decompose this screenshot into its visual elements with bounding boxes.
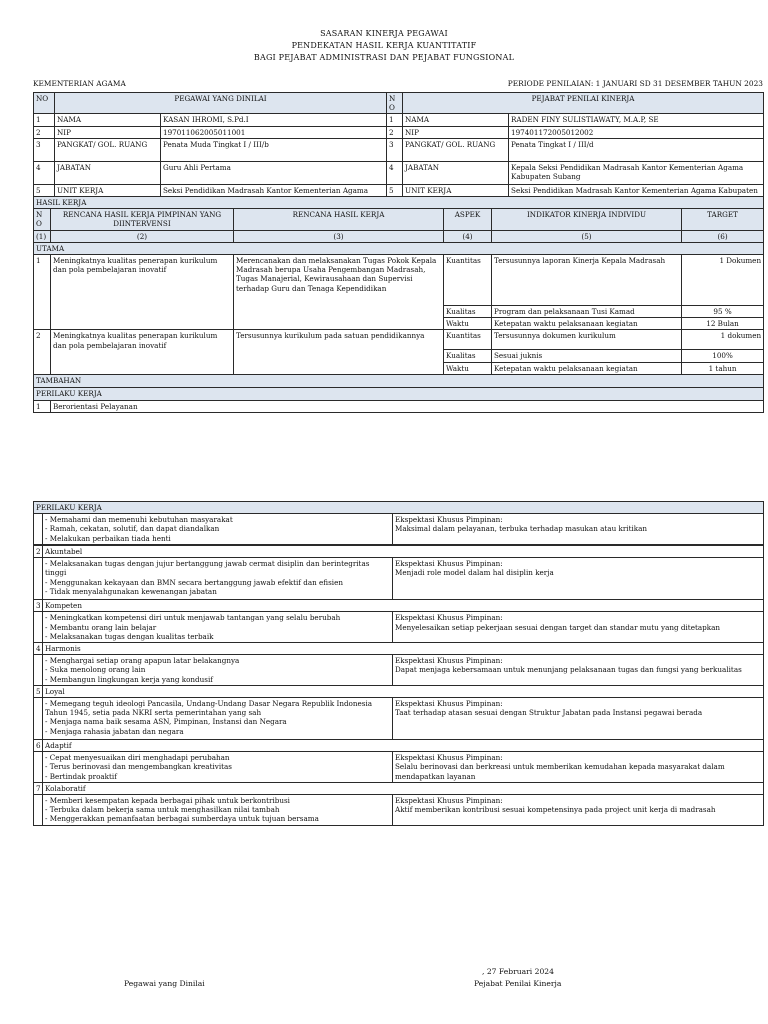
pegawai-jabatan: Guru Ahli Pertama bbox=[161, 161, 387, 184]
perilaku-section-title: PERILAKU KERJA bbox=[34, 502, 764, 514]
perilaku-items bbox=[43, 795, 393, 826]
item-target: 1 tahun bbox=[682, 362, 764, 374]
item-target: 12 Bulan bbox=[682, 318, 764, 330]
expect-label: Ekspektasi Khusus Pimpinan: bbox=[395, 656, 503, 666]
list-item: - Terus berinovasi dan mengembangkan kreativitas bbox=[45, 762, 232, 772]
perilaku-spacer bbox=[34, 612, 43, 643]
perilaku-detail-row bbox=[34, 612, 764, 643]
col-header-target: TARGET bbox=[682, 209, 764, 230]
row-label: PANGKAT/ GOL. RUANG bbox=[403, 138, 509, 161]
penilai-nip: 197401172005012002 bbox=[509, 126, 764, 138]
pegawai-pangkat: Penata Muda Tingkat I / III/b bbox=[161, 138, 387, 161]
list-item: - Bertindak proaktif bbox=[45, 771, 117, 781]
perilaku-group-title-row bbox=[34, 740, 764, 752]
expect-label: Ekspektasi Khusus Pimpinan: bbox=[395, 515, 503, 525]
col-header-rhk-pimpinan: RENCANA HASIL KERJA PIMPINAN YANG DIINTERVENSI bbox=[51, 209, 234, 230]
col-header-no: NO bbox=[34, 209, 51, 230]
expect-label: Ekspektasi Khusus Pimpinan: bbox=[395, 699, 503, 709]
list-item: - Melakukan perbaikan tiada henti bbox=[45, 533, 171, 543]
pejabat-penilai-header: PEJABAT PENILAI KINERJA bbox=[403, 93, 764, 114]
row-label: NAMA bbox=[55, 114, 161, 126]
tambahan-row bbox=[34, 374, 764, 387]
perilaku-first-row bbox=[34, 400, 764, 412]
list-item: - Tidak menyalahgunakan kewenangan jabatan bbox=[45, 586, 217, 596]
col-num: (3) bbox=[234, 230, 444, 242]
row-label: JABATAN bbox=[403, 161, 509, 184]
perilaku-spacer bbox=[34, 795, 43, 826]
signature-penilai: Pejabat Penilai Kinerja bbox=[474, 979, 562, 988]
perilaku-group-title-row bbox=[34, 782, 764, 794]
item-target: 1 Dokumen bbox=[682, 255, 764, 306]
item-pimpinan: Meningkatnya kualitas penerapan kurikulum dan pola pembelajaran inovatif bbox=[51, 255, 234, 330]
perilaku-spacer bbox=[34, 514, 43, 545]
row-label: PANGKAT/ GOL. RUANG bbox=[55, 138, 161, 161]
list-item: - Meningkatkan kompetensi diri untuk menjawab tantangan yang selalu berubah bbox=[45, 613, 341, 623]
pegawai-dinilai-header: PEGAWAI YANG DINILAI bbox=[55, 93, 387, 114]
list-item: - Membantu orang lain belajar bbox=[45, 622, 157, 632]
col-header-rhk: RENCANA HASIL KERJA bbox=[234, 209, 444, 230]
expect-text: Maksimal dalam pelayanan, terbuka terhadap masukan atau kritikan bbox=[395, 524, 648, 534]
list-item: - Suka menolong orang lain bbox=[45, 665, 146, 675]
pegawai-row bbox=[34, 138, 764, 161]
col-header-aspek: ASPEK bbox=[444, 209, 492, 230]
perilaku-no: 1 bbox=[34, 400, 51, 412]
row-no: 1 bbox=[387, 114, 403, 126]
doc-title-line1: SASARAN KINERJA PEGAWAI bbox=[320, 29, 448, 38]
perilaku-expect bbox=[393, 612, 764, 643]
col-num: (5) bbox=[492, 230, 682, 242]
perilaku-expect bbox=[393, 795, 764, 826]
perilaku-detail-row bbox=[34, 655, 764, 686]
perilaku-items bbox=[43, 752, 393, 783]
perilaku-title: Kolaboratif bbox=[43, 782, 764, 794]
expect-text: Dapat menjaga kebersamaan untuk menunjang pelaksanaan tugas dan fungsi yang berkualitas bbox=[395, 665, 742, 675]
perilaku-items bbox=[43, 655, 393, 686]
hasil-kerja-table bbox=[33, 196, 764, 413]
expect-label: Ekspektasi Khusus Pimpinan: bbox=[395, 796, 503, 806]
item-rhk: Tersusunnya kurikulum pada satuan pendidikannya bbox=[234, 330, 444, 374]
perilaku-spacer bbox=[34, 752, 43, 783]
item-no: 1 bbox=[34, 255, 51, 330]
item-target: 1 dokumen bbox=[682, 330, 764, 350]
pegawai-nip: 197011062005011001 bbox=[161, 126, 387, 138]
list-item: - Menggerakkan pemanfaatan berbagai sumberdaya untuk tujuan bersama bbox=[45, 814, 319, 824]
item-indikator: Ketepatan waktu pelaksanaan kegiatan bbox=[492, 362, 682, 374]
perilaku-detail-row bbox=[34, 752, 764, 783]
perilaku-groups-table bbox=[33, 545, 764, 826]
perilaku-group-title-row bbox=[34, 600, 764, 612]
col-num: (6) bbox=[682, 230, 764, 242]
row-no: 4 bbox=[387, 161, 403, 184]
row-no: 1 bbox=[34, 114, 55, 126]
row-no: 2 bbox=[34, 126, 55, 138]
expect-text: Aktif memberikan kontribusi sesuai kompetensinya pada project unit kerja di madrasah bbox=[395, 805, 716, 815]
perilaku-no: 4 bbox=[34, 643, 43, 655]
penilai-pangkat: Penata Tingkat I / III/d bbox=[509, 138, 764, 161]
perilaku-detail-row bbox=[34, 558, 764, 600]
item-aspek: Kuantitas bbox=[444, 255, 492, 306]
perilaku-spacer bbox=[34, 558, 43, 600]
signature-date: , 27 Februari 2024 bbox=[482, 967, 554, 976]
item-pimpinan: Meningkatnya kualitas penerapan kurikulum dan pola pembelajaran inovatif bbox=[51, 330, 234, 374]
expect-text: Menyelesaikan setiap pekerjaan sesuai dengan target dan standar mutu yang ditetapkan bbox=[395, 622, 720, 632]
list-item: - Menjaga rahasia jabatan dan negara bbox=[45, 726, 184, 736]
pegawai-row bbox=[34, 161, 764, 184]
list-item: - Memahami dan memenuhi kebutuhan masyarakat bbox=[45, 515, 233, 525]
penilai-jabatan: Kepala Seksi Pendidikan Madrasah Kantor Kementerian Agama Kabupaten Subang bbox=[509, 161, 764, 184]
perilaku-no: 2 bbox=[34, 546, 43, 558]
expect-text: Menjadi role model dalam hal disiplin kerja bbox=[395, 568, 554, 578]
col-num: (4) bbox=[444, 230, 492, 242]
pegawai-nama: KASAN IHROMI, S.Pd.I bbox=[161, 114, 387, 126]
perilaku-title: Loyal bbox=[43, 685, 764, 697]
pegawai-row bbox=[34, 114, 764, 126]
perilaku-title: Kompeten bbox=[43, 600, 764, 612]
perilaku-items bbox=[43, 698, 393, 740]
hasil-section-row bbox=[34, 197, 764, 209]
expect-text: Taat terhadap atasan sesuai dengan Struktur Jabatan pada Instansi pegawai berada bbox=[395, 708, 703, 718]
item-target: 100% bbox=[682, 350, 764, 362]
item-aspek: Kualitas bbox=[444, 306, 492, 318]
perilaku-title: Harmonis bbox=[43, 643, 764, 655]
pegawai-unit: Seksi Pendidikan Madrasah Kantor Kementerian Agama Kabupaten Subang bbox=[161, 184, 387, 207]
list-item: - Melaksanakan tugas dengan kualitas terbaik bbox=[45, 631, 214, 641]
perilaku-title: Berorientasi Pelayanan bbox=[51, 400, 764, 412]
list-item: - Terbuka dalam bekerja sama untuk menghasilkan nilai tambah bbox=[45, 805, 280, 815]
item-aspek: Waktu bbox=[444, 362, 492, 374]
periode-label: PERIODE PENILAIAN: 1 JANUARI SD 31 DESEMBER TAHUN 2023 bbox=[507, 79, 763, 88]
hasil-number-row bbox=[34, 230, 764, 242]
perilaku-items bbox=[43, 514, 393, 545]
perilaku-section-title: PERILAKU KERJA bbox=[34, 387, 764, 400]
perilaku-spacer bbox=[34, 698, 43, 740]
row-label: NAMA bbox=[403, 114, 509, 126]
perilaku-no: 3 bbox=[34, 600, 43, 612]
pegawai-row bbox=[34, 126, 764, 138]
expect-label: Ekspektasi Khusus Pimpinan: bbox=[395, 559, 503, 569]
table-row bbox=[34, 255, 764, 306]
pegawai-table bbox=[33, 92, 764, 208]
row-label: JABATAN bbox=[55, 161, 161, 184]
perilaku-spacer bbox=[34, 655, 43, 686]
list-item: - Memberi kesempatan kepada berbagai pihak untuk berkontribusi bbox=[45, 796, 290, 806]
row-no: 5 bbox=[387, 184, 403, 207]
perilaku-table bbox=[33, 501, 764, 545]
perilaku-title: Adaptif bbox=[43, 740, 764, 752]
list-item: - Membangun lingkungan kerja yang kondusif bbox=[45, 674, 213, 684]
col-num: (1) bbox=[34, 230, 51, 242]
signature-pegawai: Pegawai yang Dinilai bbox=[124, 979, 205, 988]
col-num: (2) bbox=[51, 230, 234, 242]
row-no: 5 bbox=[34, 184, 55, 207]
perilaku-detail-row bbox=[34, 698, 764, 740]
expect-label: Ekspektasi Khusus Pimpinan: bbox=[395, 613, 503, 623]
expect-text: Selalu berinovasi dan berkreasi untuk memberikan kemudahan kepada masyarakat dalam mendapatkan layanan bbox=[395, 762, 725, 781]
item-indikator: Program dan pelaksanaan Tusi Kamad bbox=[492, 306, 682, 318]
hasil-header-row bbox=[34, 209, 764, 230]
penilai-nama: RADEN FINY SULISTIAWATY, M.A.P, SE bbox=[509, 114, 764, 126]
penilai-no-header: NO bbox=[387, 93, 403, 114]
perilaku-expect bbox=[393, 752, 764, 783]
doc-title-line2: PENDEKATAN HASIL KERJA KUANTITATIF bbox=[291, 41, 477, 50]
row-no: 3 bbox=[387, 138, 403, 161]
col-header-indikator: INDIKATOR KINERJA INDIVIDU bbox=[492, 209, 682, 230]
hasil-section-title: HASIL KERJA bbox=[34, 197, 764, 209]
perilaku-expect bbox=[393, 558, 764, 600]
item-indikator: Sesuai juknis bbox=[492, 350, 682, 362]
list-item: - Memegang teguh ideologi Pancasila, Undang-Undang Dasar Negara Republik Indonesia Tahun 1945, setia pada NKRI serta pemerintahan yang sah bbox=[45, 699, 373, 718]
utama-row bbox=[34, 242, 764, 254]
perilaku-group-title-row bbox=[34, 546, 764, 558]
row-label: NIP bbox=[55, 126, 161, 138]
perilaku-expect bbox=[393, 655, 764, 686]
item-aspek: Waktu bbox=[444, 318, 492, 330]
pegawai-no-header: NO bbox=[34, 93, 55, 114]
perilaku-detail-row bbox=[34, 795, 764, 826]
list-item: - Melaksanakan tugas dengan jujur bertanggung jawab cermat disiplin dan berintegritas tinggi bbox=[45, 559, 370, 578]
list-item: - Menggunakan kekayaan dan BMN secara bertanggung jawab efektif dan efisien bbox=[45, 577, 343, 587]
table-row bbox=[34, 330, 764, 350]
item-indikator: Tersusunnya laporan Kinerja Kepala Madrasah bbox=[492, 255, 682, 306]
list-item: - Cepat menyesuaikan diri menghadapi perubahan bbox=[45, 753, 230, 763]
item-aspek: Kualitas bbox=[444, 350, 492, 362]
item-target: 95 % bbox=[682, 306, 764, 318]
perilaku-items bbox=[43, 558, 393, 600]
item-indikator: Tersusunnya dokumen kurikulum bbox=[492, 330, 682, 350]
perilaku-header-row bbox=[34, 502, 764, 514]
perilaku-section-row bbox=[34, 387, 764, 400]
item-no: 2 bbox=[34, 330, 51, 374]
item-aspek: Kuantitas bbox=[444, 330, 492, 350]
instansi-label: KEMENTERIAN AGAMA bbox=[33, 79, 126, 88]
list-item: - Ramah, cekatan, solutif, dan dapat diandalkan bbox=[45, 524, 220, 534]
tambahan-label: TAMBAHAN bbox=[34, 374, 764, 387]
list-item: - Menjaga nama baik sesama ASN, Pimpinan, Instansi dan Negara bbox=[45, 717, 287, 727]
row-no: 4 bbox=[34, 161, 55, 184]
item-rhk: Merencanakan dan melaksanakan Tugas Pokok Kepala Madrasah berupa Usaha Pengembangan Madrasah, Tugas Manajerial, Kewirausahaan dan Supervisi terhadap Guru dan Tenaga Kependidikan bbox=[234, 255, 444, 330]
perilaku-group-title-row bbox=[34, 643, 764, 655]
expect-label: Ekspektasi Khusus Pimpinan: bbox=[395, 753, 503, 763]
perilaku-detail-row bbox=[34, 514, 764, 545]
perilaku-items bbox=[43, 612, 393, 643]
perilaku-no: 7 bbox=[34, 782, 43, 794]
row-no: 3 bbox=[34, 138, 55, 161]
item-indikator: Ketepatan waktu pelaksanaan kegiatan bbox=[492, 318, 682, 330]
perilaku-no: 5 bbox=[34, 685, 43, 697]
perilaku-no: 6 bbox=[34, 740, 43, 752]
row-no: 2 bbox=[387, 126, 403, 138]
row-label: UNIT KERJA bbox=[403, 184, 509, 207]
pegawai-header-row bbox=[34, 93, 764, 114]
perilaku-expect bbox=[393, 514, 764, 545]
perilaku-expect bbox=[393, 698, 764, 740]
row-label: UNIT KERJA bbox=[55, 184, 161, 207]
utama-label: UTAMA bbox=[34, 242, 764, 254]
row-label: NIP bbox=[403, 126, 509, 138]
perilaku-title: Akuntabel bbox=[43, 546, 764, 558]
doc-title-line3: BAGI PEJABAT ADMINISTRASI DAN PEJABAT FUNGSIONAL bbox=[253, 53, 515, 62]
list-item: - Menghargai setiap orang apapun latar belakangnya bbox=[45, 656, 240, 666]
penilai-unit: Seksi Pendidikan Madrasah Kantor Kementerian Agama Kabupaten Subang bbox=[509, 184, 764, 207]
perilaku-group-title-row bbox=[34, 685, 764, 697]
